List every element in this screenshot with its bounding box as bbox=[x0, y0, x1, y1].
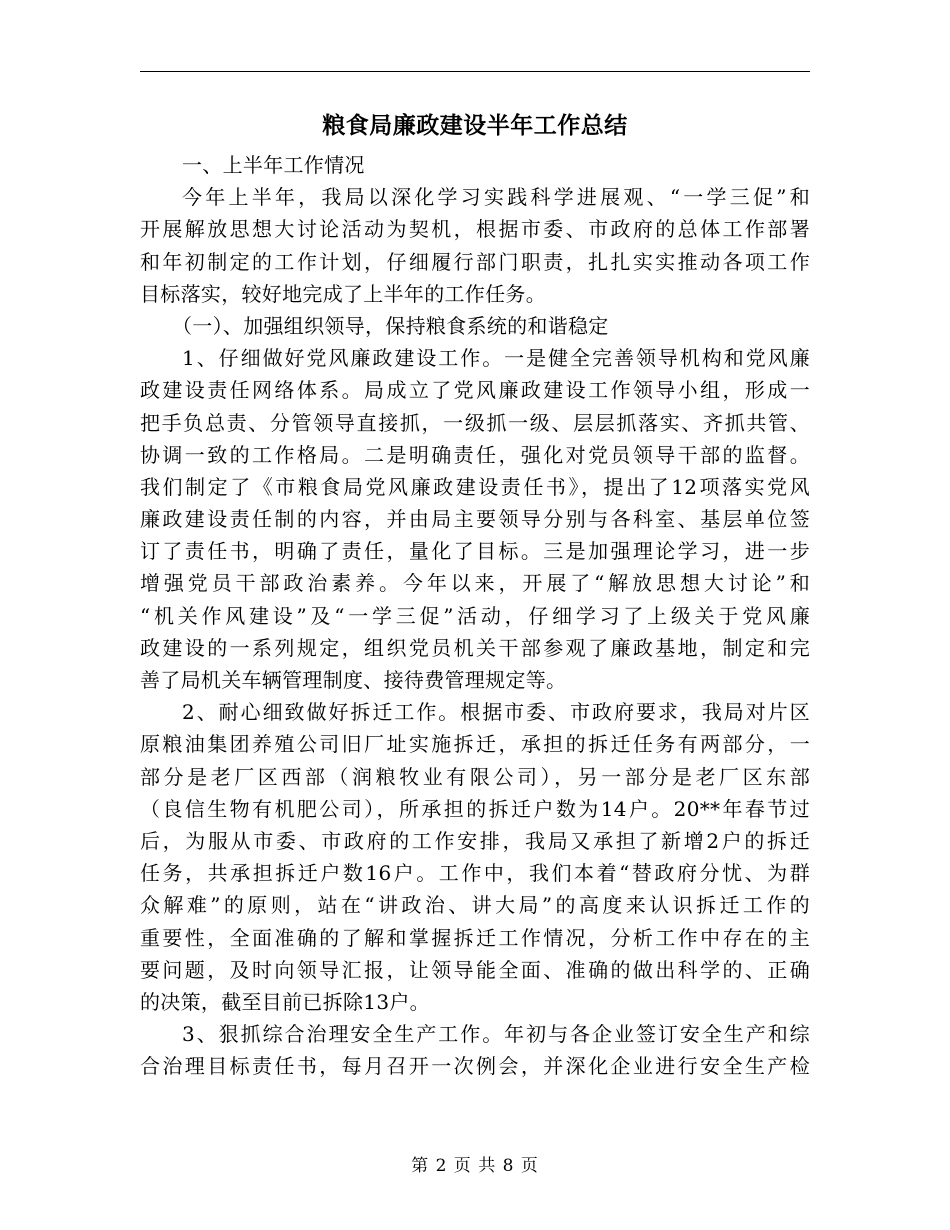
paragraph-line: 订了责任书，明确了责任，量化了目标。三是加强理论学习，进一步 bbox=[140, 539, 810, 564]
document-body bbox=[140, 149, 810, 1082]
paragraph-line: 我们制定了《市粮食局党风廉政建设责任书》，提出了12项落实党风 bbox=[140, 474, 810, 499]
paragraph-line: （良信生物有机肥公司），所承担的拆迁户数为14户。20**年春节过 bbox=[140, 796, 810, 821]
paragraph-line: 1、仔细做好党风廉政建设工作。一是健全完善领导机构和党风廉 bbox=[182, 346, 810, 371]
paragraph-line: 部分是老厂区西部（润粮牧业有限公司），另一部分是老厂区东部 bbox=[140, 764, 810, 789]
paragraph-line: 众解难”的原则，站在“讲政治、讲大局”的高度来认识拆迁工作的 bbox=[140, 893, 810, 918]
paragraph-line: 政建设的一系列规定，组织党员机关干部参观了廉政基地，制定和完 bbox=[140, 635, 810, 660]
section-heading: 一、上半年工作情况 bbox=[182, 153, 365, 177]
subsection-heading: （一）、加强组织领导，保持粮食系统的和谐稳定 bbox=[172, 313, 609, 338]
paragraph-line: 3、狠抓综合治理安全生产工作。年初与各企业签订安全生产和综 bbox=[182, 1022, 810, 1047]
paragraph-line: 政建设责任网络体系。局成立了党风廉政建设工作领导小组，形成一 bbox=[140, 378, 810, 403]
paragraph-line: 重要性，全面准确的了解和掌握拆迁工作情况，分析工作中存在的主 bbox=[140, 925, 810, 950]
paragraph-line: 把手负总责、分管领导直接抓，一级抓一级、层层抓落实、齐抓共管、 bbox=[140, 410, 810, 435]
paragraph-line: 后，为服从市委、市政府的工作安排，我局又承担了新增2户的拆迁 bbox=[140, 828, 810, 853]
paragraph-line: 今年上半年，我局以深化学习实践科学进展观、“一学三促”和 bbox=[182, 185, 810, 210]
paragraph-line: 增强党员干部政治素养。今年以来，开展了“解放思想大讨论”和 bbox=[140, 571, 810, 596]
paragraph-line: 开展解放思想大讨论活动为契机，根据市委、市政府的总体工作部署 bbox=[140, 217, 810, 242]
paragraph-line: 和年初制定的工作计划，仔细履行部门职责，扎扎实实推动各项工作 bbox=[140, 249, 810, 274]
paragraph-line: 合治理目标责任书，每月召开一次例会，并深化企业进行安全生产检 bbox=[140, 1054, 810, 1079]
paragraph-line: 要问题，及时向领导汇报，让领导能全面、准确的做出科学的、正确 bbox=[140, 957, 810, 982]
paragraph-line: 任务，共承担拆迁户数16户。工作中，我们本着“替政府分忧、为群 bbox=[140, 861, 810, 886]
paragraph-line: 2、耐心细致做好拆迁工作。根据市委、市政府要求，我局对片区 bbox=[182, 700, 810, 725]
document-title: 粮食局廉政建设半年工作总结 bbox=[322, 112, 628, 139]
paragraph-line: 协调一致的工作格局。二是明确责任，强化对党员领导干部的监督。 bbox=[140, 442, 810, 467]
paragraph-line: “机关作风建设”及“一学三促”活动，仔细学习了上级关于党风廉 bbox=[140, 603, 810, 628]
paragraph-line: 目标落实，较好地完成了上半年的工作任务。 bbox=[140, 281, 546, 306]
paragraph-line: 原粮油集团养殖公司旧厂址实施拆迁，承担的拆迁任务有两部分，一 bbox=[140, 732, 810, 757]
header-rule bbox=[140, 71, 810, 72]
paragraph-line: 善了局机关车辆管理制度、接待费管理规定等。 bbox=[140, 668, 567, 692]
paragraph-line: 的决策，截至目前已拆除13户。 bbox=[140, 989, 430, 1014]
paragraph-line: 廉政建设责任制的内容，并由局主要领导分别与各科室、基层单位签 bbox=[140, 507, 810, 532]
page-number-footer: 第 2 页 共 8 页 bbox=[411, 1156, 539, 1176]
